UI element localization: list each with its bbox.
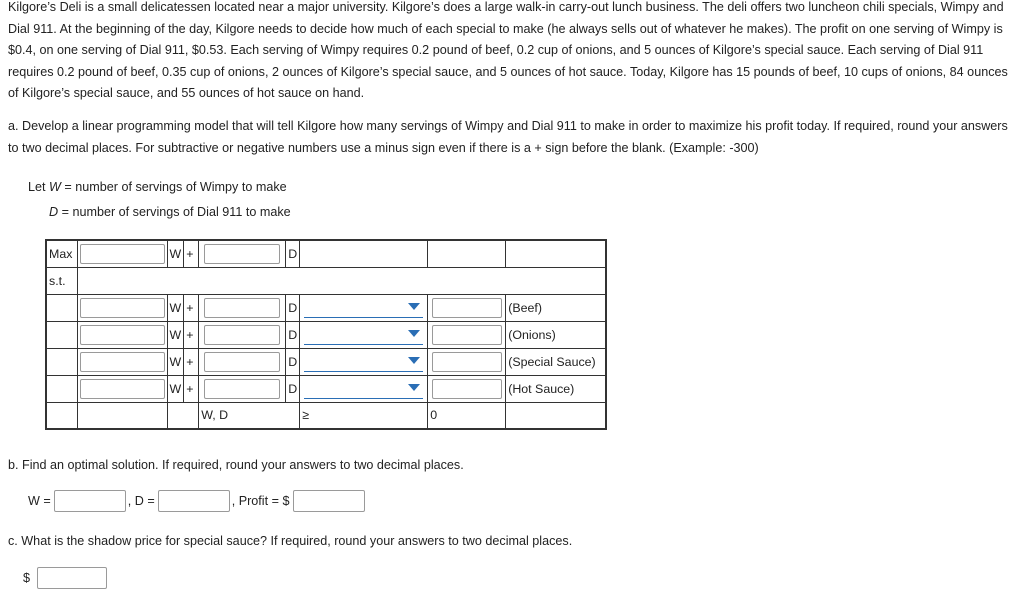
w-label: W — [167, 294, 184, 321]
d-label: D — [286, 348, 300, 375]
w-label: W — [167, 321, 184, 348]
sauce-rhs-input[interactable] — [432, 352, 502, 372]
let-prefix: Let — [28, 180, 46, 194]
dropdown-caret-icon — [408, 303, 420, 310]
sauce-relation-select[interactable] — [304, 351, 423, 372]
constraint-row-onions — [46, 321, 606, 348]
currency-label: $ — [23, 571, 31, 585]
beef-d-coef-input[interactable] — [204, 298, 280, 318]
hot-rhs-input[interactable] — [432, 379, 502, 399]
nonneg-rhs: 0 — [428, 402, 506, 429]
part-a-text: Develop a linear programming model that will tell Kilgore how many servings of Wimpy and Dial 911 to make in order to maximize his profit today. If required, round your answers to two decimal places. For subtractive or negative numbers use a minus sign even if there is a + sign before the blank. (Example: -300) — [8, 119, 1008, 155]
onions-relation-select[interactable] — [304, 324, 423, 345]
hot-d-coef-input[interactable] — [204, 379, 280, 399]
lp-model-table — [45, 239, 607, 430]
variable-definitions — [28, 175, 291, 224]
onions-rhs-input[interactable] — [432, 325, 502, 345]
beef-relation-select[interactable] — [304, 297, 423, 318]
part-a-question — [8, 116, 1020, 159]
d-answer-input[interactable] — [158, 490, 230, 512]
st-row — [46, 267, 606, 294]
constraint-row-beef — [46, 294, 606, 321]
onions-d-coef-input[interactable] — [204, 325, 280, 345]
w-label: W — [167, 375, 184, 402]
beef-rhs-input[interactable] — [432, 298, 502, 318]
dropdown-caret-icon — [408, 384, 420, 391]
st-label: s.t. — [46, 267, 77, 294]
plus-sign: + — [184, 240, 199, 267]
part-c-text: What is the shadow price for special sauce? If required, round your answers to two decimal places. — [21, 534, 573, 548]
part-b-text: Find an optimal solution. If required, round your answers to two decimal places. — [22, 458, 464, 472]
beef-w-coef-input[interactable] — [80, 298, 165, 318]
onions-w-coef-input[interactable] — [80, 325, 165, 345]
hot-relation-select[interactable] — [304, 378, 423, 399]
d-label: D — [286, 294, 300, 321]
objective-d-coef-input[interactable] — [204, 244, 280, 264]
w-label: W — [167, 240, 184, 267]
w-var: W — [49, 180, 61, 194]
shadow-price-input[interactable] — [37, 567, 107, 589]
problem-statement: Kilgore’s Deli is a small delicatessen located near a major university. Kilgore’s does a large walk-in carry-out lunch business. The deli offers two luncheon chili specials, Wimpy and Dial 911. At the beginning of the day, Kilgore needs to decide how much of each special to make (he always sells out of whatever he makes). The profit on one serving of Wimpy is $0.4, on one serving of Dial 911, $0.53. Each serving of Wimpy requires 0.2 pound of beef, 0.2 cup of onions, and 5 ounces of Kilgore’s special sauce. Each serving of Dial 911 requires 0.2 pound of beef, 0.35 cup of onions, 2 ounces of Kilgore’s special sauce, and 5 ounces of hot sauce. Today, Kilgore has 15 pounds of beef, 10 cups of onions, 84 ounces of Kilgore’s special sauce, and 55 ounces of hot sauce on hand. — [8, 0, 1008, 101]
nonneg-vars: W, D — [199, 402, 300, 429]
nonneg-relation: ≥ — [300, 402, 428, 429]
plus-sign: + — [184, 321, 199, 348]
constraint-row-hot-sauce — [46, 375, 606, 402]
sauce-w-coef-input[interactable] — [80, 352, 165, 372]
d-def: = number of servings of Dial 911 to make — [61, 204, 291, 219]
constraint-name-beef: (Beef) — [506, 294, 606, 321]
d-var: D — [49, 204, 59, 219]
objective-row — [46, 240, 606, 267]
dropdown-caret-icon — [408, 357, 420, 364]
d-definition — [28, 200, 291, 225]
part-b-label: b. — [8, 458, 19, 472]
nonnegativity-row — [46, 402, 606, 429]
plus-sign: + — [184, 294, 199, 321]
w-definition — [28, 175, 291, 200]
max-label: Max — [46, 240, 77, 267]
profit-answer-label: , Profit = $ — [231, 494, 290, 508]
plus-sign: + — [184, 375, 199, 402]
plus-sign: + — [184, 348, 199, 375]
sauce-d-coef-input[interactable] — [204, 352, 280, 372]
w-answer-label: W = — [28, 494, 51, 508]
d-answer-label: , D = — [127, 494, 155, 508]
part-b-question — [8, 455, 1020, 477]
dropdown-caret-icon — [408, 330, 420, 337]
constraint-name-hot-sauce: (Hot Sauce) — [506, 375, 606, 402]
hot-w-coef-input[interactable] — [80, 379, 165, 399]
d-label: D — [286, 321, 300, 348]
d-label: D — [286, 375, 300, 402]
part-c-answer — [23, 567, 107, 589]
w-answer-input[interactable] — [54, 490, 126, 512]
constraint-row-special-sauce — [46, 348, 606, 375]
d-label: D — [286, 240, 300, 267]
part-c-question — [8, 531, 1020, 553]
w-def: = number of servings of Wimpy to make — [64, 180, 287, 194]
constraint-name-onions: (Onions) — [506, 321, 606, 348]
profit-answer-input[interactable] — [293, 490, 365, 512]
part-b-answers — [28, 490, 365, 512]
constraint-name-special-sauce: (Special Sauce) — [506, 348, 606, 375]
part-a-label: a. — [8, 119, 19, 133]
objective-w-coef-input[interactable] — [80, 244, 165, 264]
w-label: W — [167, 348, 184, 375]
part-c-label: c. — [8, 534, 18, 548]
